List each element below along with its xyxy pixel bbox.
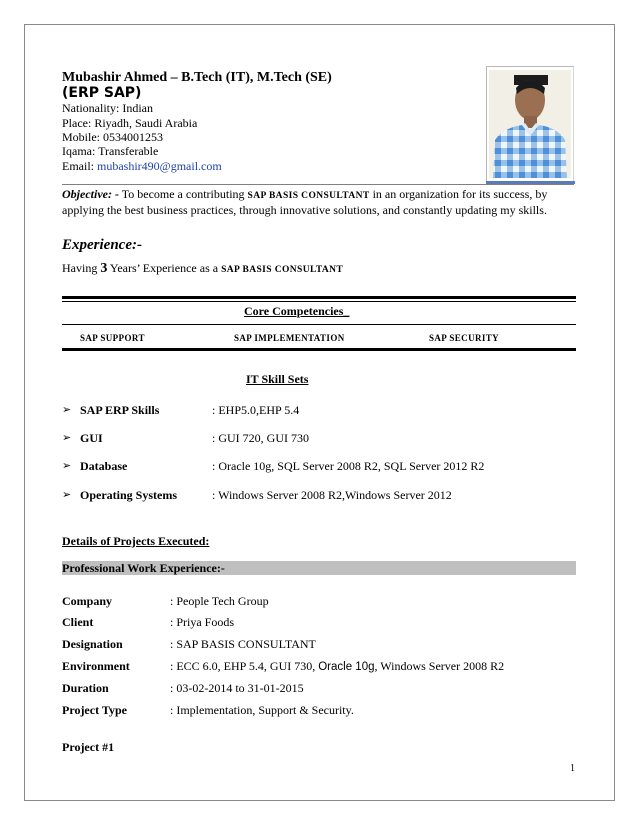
detail-value-company: : People Tech Group	[170, 594, 269, 608]
experience-heading: Experience:-	[62, 237, 142, 253]
skill-label-sap-erp: SAP ERP Skills	[80, 403, 160, 417]
experience-years: 3	[100, 261, 108, 276]
core-mid-hairline	[62, 324, 576, 325]
arrow-bullet-icon: ➢	[62, 403, 72, 416]
experience-prefix: Having	[62, 261, 101, 275]
email-link[interactable]: mubashir490@gmail.com	[97, 159, 222, 173]
candidate-name: Mubashir Ahmed – B.Tech (IT), M.Tech (SE)	[62, 70, 332, 85]
skill-label-gui: GUI	[80, 431, 103, 445]
detail-value-duration: : 03-02-2014 to 31-01-2015	[170, 681, 304, 695]
iqama: Iqama: Transferable	[62, 144, 159, 158]
skill-value-gui: : GUI 720, GUI 730	[212, 431, 309, 445]
objective-highlight: SAP BASIS CONSULTANT	[247, 191, 370, 201]
core-competencies-title: Core Competencies_	[244, 304, 350, 318]
environment-part-c: , Windows Server 2008 R2	[374, 659, 505, 673]
detail-label-environment: Environment	[62, 659, 130, 673]
skill-label-operating-systems: Operating Systems	[80, 488, 177, 502]
experience-role: SAP BASIS CONSULTANT	[221, 265, 344, 275]
core-bottom-rule	[62, 348, 576, 351]
objective-text-before: To become a contributing	[118, 187, 248, 201]
core-item-sap-security: SAP SECURITY	[429, 333, 500, 343]
skill-value-sap-erp: : EHP5.0,EHP 5.4	[212, 403, 300, 417]
arrow-bullet-icon: ➢	[62, 431, 72, 444]
core-item-sap-support: SAP SUPPORT	[80, 333, 145, 343]
nationality: Nationality: Indian	[62, 101, 153, 115]
detail-value-client: : Priya Foods	[170, 615, 235, 629]
core-item-sap-implementation: SAP IMPLEMENTATION	[234, 333, 345, 343]
arrow-bullet-icon: ➢	[62, 488, 72, 501]
objective-paragraph	[62, 187, 574, 217]
email-label: Email:	[62, 159, 97, 173]
candidate-role: (ERP SAP)	[62, 85, 142, 101]
detail-value-environment	[170, 659, 504, 674]
core-top-rule	[62, 296, 576, 299]
email-line	[62, 159, 222, 173]
experience-summary	[62, 261, 343, 277]
place: Place: Riyadh, Saudi Arabia	[62, 116, 198, 130]
work-experience-label: Professional Work Experience:-	[62, 561, 225, 575]
it-skills-title: IT Skill Sets	[246, 372, 309, 386]
skill-value-operating-systems: : Windows Server 2008 R2,Windows Server 2012	[212, 488, 452, 502]
objective-label: Objective: -	[62, 187, 119, 201]
experience-middle: Years’ Experience as a	[107, 261, 222, 275]
core-top-hairline	[62, 301, 576, 302]
environment-part-b: Oracle 10g	[318, 661, 375, 673]
page-number: 1	[570, 763, 575, 774]
detail-value-project-type: : Implementation, Support & Security.	[170, 703, 354, 717]
profile-photo	[489, 70, 571, 178]
projects-title: Details of Projects Executed:	[62, 534, 210, 548]
detail-value-designation: : SAP BASIS CONSULTANT	[170, 637, 316, 651]
skill-label-database: Database	[80, 459, 128, 473]
detail-label-client: Client	[62, 615, 94, 629]
detail-label-designation: Designation	[62, 637, 123, 651]
detail-label-project-type: Project Type	[62, 703, 127, 717]
arrow-bullet-icon: ➢	[62, 459, 72, 472]
objective-text-after: in an organization for its success, by applying the best business practices, through innovative solutions, and constantly updating my skills.	[62, 187, 548, 217]
header-divider	[62, 184, 574, 185]
environment-part-a: : ECC 6.0, EHP 5.4, GUI 730,	[170, 659, 319, 673]
work-experience-bar	[62, 561, 576, 575]
detail-label-duration: Duration	[62, 681, 109, 695]
mobile: Mobile: 0534001253	[62, 130, 163, 144]
project-number-heading: Project #1	[62, 740, 115, 754]
detail-label-company: Company	[62, 594, 113, 608]
person-photo-icon	[489, 70, 571, 178]
skill-value-database: : Oracle 10g, SQL Server 2008 R2, SQL Server 2012 R2	[212, 459, 485, 473]
